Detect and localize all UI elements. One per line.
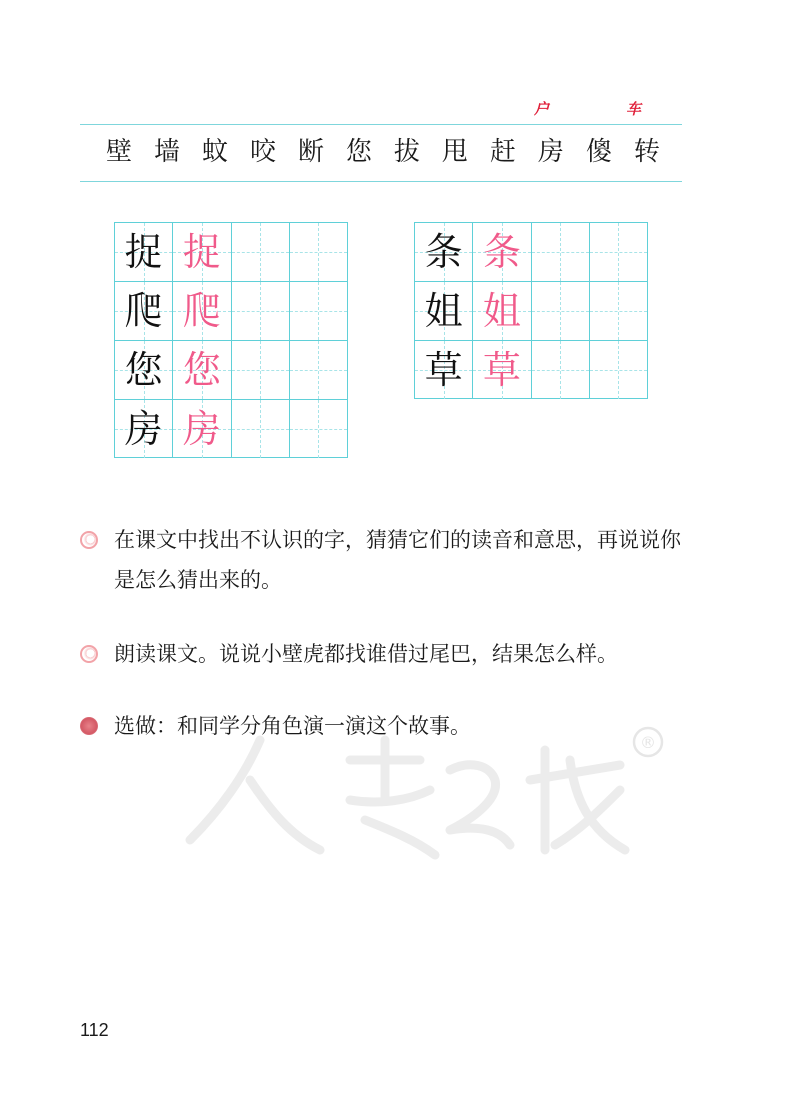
grid-cell-blank[interactable] (590, 282, 647, 340)
recognition-character: 壁 (106, 137, 133, 167)
exercise-item (80, 706, 700, 746)
recognition-characters-band (80, 124, 682, 182)
trace-character: 条 (482, 230, 521, 274)
writing-grid-row (115, 282, 347, 341)
grid-cell-trace (173, 341, 231, 399)
writing-grid-row (415, 282, 647, 341)
trace-character: 姐 (482, 289, 521, 333)
grid-cell-model (415, 223, 473, 281)
model-character: 捉 (124, 230, 163, 274)
grid-cell-blank[interactable] (590, 223, 647, 281)
radical-hint: 户 (534, 100, 550, 118)
page-number: 112 (80, 1020, 109, 1040)
model-character: 您 (124, 348, 163, 392)
grid-cell-model (115, 223, 173, 281)
recognition-character: 傻 (585, 137, 612, 167)
grid-cell-trace (173, 400, 231, 458)
writing-grid-row (415, 341, 647, 399)
grid-cell-blank[interactable] (290, 223, 347, 281)
grid-cell-blank[interactable] (532, 223, 590, 281)
recognition-character: 拔 (393, 137, 420, 167)
grid-cell-blank[interactable] (290, 400, 347, 458)
grid-cell-model (415, 282, 473, 340)
grid-cell-blank[interactable] (532, 341, 590, 399)
exercise-item (80, 634, 700, 674)
grid-cell-blank[interactable] (532, 282, 590, 340)
ring-bullet-icon (80, 645, 98, 663)
grid-cell-model (115, 400, 173, 458)
recognition-character: 咬 (249, 137, 276, 167)
exercise-text: 选做：和同学分角色演一演这个故事。 (114, 714, 471, 738)
model-character: 条 (424, 230, 463, 274)
grid-cell-trace (473, 223, 531, 281)
solid-bullet-icon (80, 717, 98, 735)
grid-cell-trace (473, 282, 531, 340)
model-character: 姐 (424, 289, 463, 333)
grid-cell-model (115, 341, 173, 399)
registered-mark: ® (640, 733, 656, 752)
trace-character: 房 (182, 407, 221, 451)
grid-cell-blank[interactable] (232, 400, 290, 458)
grid-cell-blank[interactable] (590, 341, 647, 399)
recognition-character: 蚊 (201, 137, 228, 167)
grid-cell-blank[interactable] (232, 341, 290, 399)
recognition-character: 房 (537, 137, 564, 167)
writing-grid-row (115, 341, 347, 400)
model-character: 房 (124, 407, 163, 451)
radical-hint: 车 (626, 100, 642, 118)
grid-cell-blank[interactable] (232, 223, 290, 281)
grid-cell-trace (173, 282, 231, 340)
writing-grid-left (114, 222, 348, 458)
grid-cell-blank[interactable] (290, 341, 347, 399)
grid-cell-model (115, 282, 173, 340)
recognition-character: 您 (345, 137, 372, 167)
radical-hints (0, 98, 800, 122)
recognition-character: 赶 (489, 137, 516, 167)
writing-grid-right (414, 222, 648, 399)
model-character: 爬 (124, 289, 163, 333)
grid-cell-trace (173, 223, 231, 281)
recognition-character: 甩 (441, 137, 468, 167)
grid-cell-model (415, 341, 473, 399)
model-character: 草 (424, 348, 463, 392)
recognition-characters-row (106, 136, 660, 168)
recognition-character: 断 (297, 137, 324, 167)
exercise-text: 在课文中找出不认识的字，猜猜它们的读音和意思，再说说你是怎么猜出来的。 (114, 528, 681, 592)
trace-character: 您 (182, 348, 221, 392)
recognition-character: 转 (633, 137, 660, 167)
writing-grid-row (115, 400, 347, 458)
grid-cell-blank[interactable] (232, 282, 290, 340)
writing-grid-row (415, 223, 647, 282)
exercise-item (80, 520, 700, 600)
trace-character: 捉 (182, 230, 221, 274)
ring-bullet-icon (80, 531, 98, 549)
grid-cell-blank[interactable] (290, 282, 347, 340)
exercise-text: 朗读课文。说说小壁虎都找谁借过尾巴，结果怎么样。 (114, 642, 618, 666)
trace-character: 草 (482, 348, 521, 392)
trace-character: 爬 (182, 289, 221, 333)
writing-grid-row (115, 223, 347, 282)
recognition-character: 墙 (153, 137, 180, 167)
grid-cell-trace (473, 341, 531, 399)
